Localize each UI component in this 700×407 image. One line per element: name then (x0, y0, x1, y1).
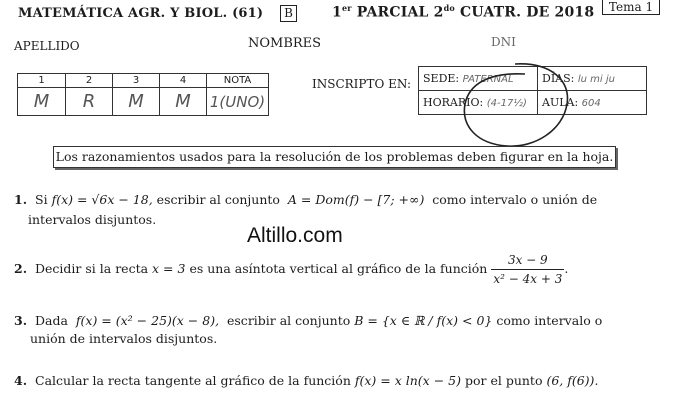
question-4-number: 4. (14, 373, 28, 388)
question-1-set: A = Dom(f) − [7; +∞) (287, 192, 425, 207)
question-3-line-2: unión de intervalos disjuntos. (30, 331, 218, 346)
grade-mark-nota: 1(UNO) (207, 88, 269, 116)
question-2-text-a: Decidir si la recta (35, 261, 149, 276)
question-3-text-a: Dada (35, 313, 68, 328)
question-3-function: f(x) = (x² − 25)(x − 8), (75, 313, 220, 328)
hand-drawn-circle (455, 58, 575, 154)
question-3 (14, 312, 602, 330)
exam-word: PARCIAL (356, 4, 429, 21)
grade-header-nota: NOTA (207, 74, 269, 88)
grade-mark-3: M (113, 88, 160, 116)
nombres-label: NOMBRES (248, 36, 322, 51)
question-1-line-2: intervalos disjuntos. (28, 212, 157, 227)
sede-label: SEDE: (423, 72, 460, 85)
question-1-text-e: como intervalo o unión de (432, 192, 598, 207)
dni-label: DNI (491, 35, 516, 49)
question-4-text-a: Calcular la recta tangente al gráfico de la función (35, 373, 351, 388)
question-1-number: 1. (14, 192, 28, 207)
question-4-point: (6, f(6)). (546, 373, 599, 388)
question-1 (14, 191, 597, 209)
cuatr-ordinal-suffix: do (443, 3, 455, 13)
course-title: MATEMÁTICA AGR. Y BIOL. (61) (18, 6, 264, 21)
question-4-function: f(x) = x ln(x − 5) (354, 373, 461, 388)
exam-title (332, 3, 594, 21)
grade-header-1: 1 (18, 74, 66, 88)
question-3-number: 3. (14, 313, 28, 328)
question-2 (14, 251, 568, 288)
horario-label: HORARIO: (423, 96, 484, 109)
dias-label: DÍAS: (542, 72, 575, 85)
sede-value: PATERNAL (462, 74, 514, 85)
cuatr-ordinal: 2 (433, 4, 444, 21)
grade-mark-4: M (160, 88, 207, 116)
grade-mark-1: M (18, 88, 66, 116)
tema-box (602, 0, 660, 15)
question-2-fraction (491, 251, 564, 288)
question-2-text-c: es una asíntota vertical al gráfico de la función (189, 261, 488, 276)
grades-table (17, 73, 269, 116)
question-4 (14, 372, 598, 390)
question-3-text-e: como intervalo o (496, 313, 603, 328)
question-2-numerator: 3x − 9 (491, 251, 564, 270)
version-box (280, 5, 297, 22)
aula-value: 604 (581, 98, 601, 109)
inscripto-label: INSCRIPTO EN: (312, 77, 412, 91)
apellido-label: APELLIDO (14, 39, 80, 53)
version-letter: B (284, 6, 293, 20)
question-2-number: 2. (14, 261, 28, 276)
watermark: Altillo.com (247, 224, 343, 247)
dias-value: lu mi ju (577, 74, 615, 85)
horario-value: (4-17½) (486, 98, 527, 109)
question-4-text-c: por el punto (464, 373, 543, 388)
question-1-function: f(x) = √6x − 18, (51, 192, 153, 207)
exam-ordinal: 1 (332, 4, 342, 21)
grade-header-4: 4 (160, 74, 207, 88)
cuatr-text: CUATR. DE 2018 (460, 4, 595, 21)
aula-label: AULA: (542, 96, 579, 109)
grades-header-row (18, 74, 269, 88)
grade-header-3: 3 (113, 74, 160, 88)
grade-header-2: 2 (66, 74, 113, 88)
question-1-text-a: Si (35, 192, 48, 207)
question-3-text-c: escribir al conjunto (227, 313, 351, 328)
question-1-text-c: escribir al conjunto (156, 192, 280, 207)
question-2-denominator: x² − 4x + 3 (493, 272, 563, 286)
question-2-line: x = 3 (152, 261, 186, 276)
exam-ordinal-suffix: er (341, 3, 352, 13)
tema-label: Tema 1 (608, 0, 654, 14)
grade-mark-2: R (66, 88, 113, 116)
instructions-notice: Los razonamientos usados para la resolución de los problemas deben figurar en la hoja. (53, 146, 616, 168)
question-2-end: . (564, 261, 569, 276)
question-3-set: B = {x ∈ ℝ / f(x) < 0} (354, 313, 493, 328)
grades-marks-row (18, 88, 269, 116)
